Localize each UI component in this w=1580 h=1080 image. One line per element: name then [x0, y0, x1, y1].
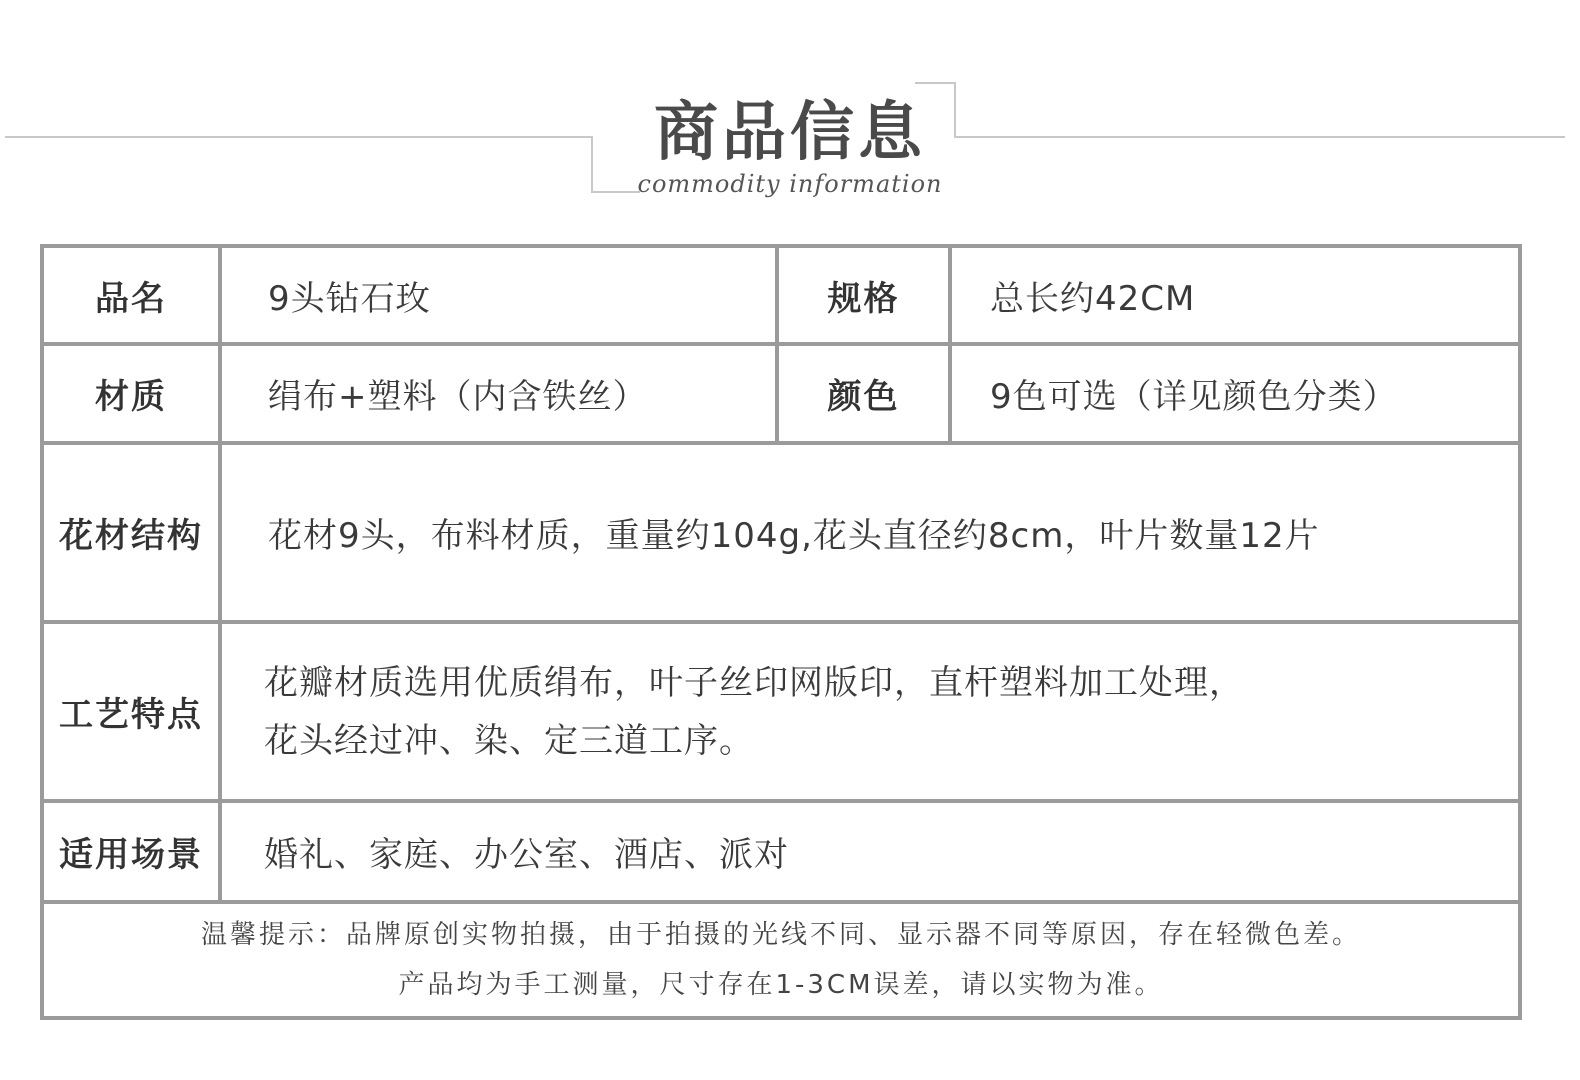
- craft-value: [222, 624, 1518, 799]
- name-label: 品名: [95, 278, 167, 319]
- usage-label: 适用场景: [59, 835, 203, 875]
- notice-line-1: 温馨提示：品牌原创实物拍摄，由于拍摄的光线不同、显示器不同等原因，存在轻微色差。: [200, 920, 1361, 950]
- section-header: [0, 0, 1580, 230]
- page-title: 商品信息: [654, 96, 926, 170]
- page-subtitle: commodity information: [637, 170, 943, 198]
- notice-box: [44, 904, 1518, 1016]
- color-label: 颜色: [827, 377, 900, 417]
- color-value: 9色可选（详见颜色分类）: [990, 377, 1398, 417]
- craft-line-1: 花瓣材质选用优质绢布，叶子丝印网版印，直杆塑料加工处理，: [264, 662, 1244, 703]
- structure-label: 花材结构: [59, 516, 203, 556]
- usage-value: 婚礼、家庭、办公室、酒店、派对: [264, 835, 789, 875]
- spec-label: 规格: [827, 278, 900, 319]
- craft-label: 工艺特点: [59, 695, 203, 735]
- product-info-table: [40, 244, 1522, 1020]
- material-value: 绢布+塑料（内含铁丝）: [268, 377, 648, 417]
- structure-value: 花材9头，布料材质，重量约104g,花头直径约8cm，叶片数量12片: [268, 516, 1320, 556]
- spec-value: 总长约42CM: [990, 278, 1196, 319]
- craft-line-2: 花头经过冲、染、定三道工序。: [264, 720, 754, 761]
- material-label: 材质: [95, 377, 167, 417]
- notice-line-2: 产品均为手工测量，尺寸存在1-3CM误差，请以实物为准。: [398, 970, 1164, 1000]
- name-value: 9头钻石玫: [268, 278, 431, 319]
